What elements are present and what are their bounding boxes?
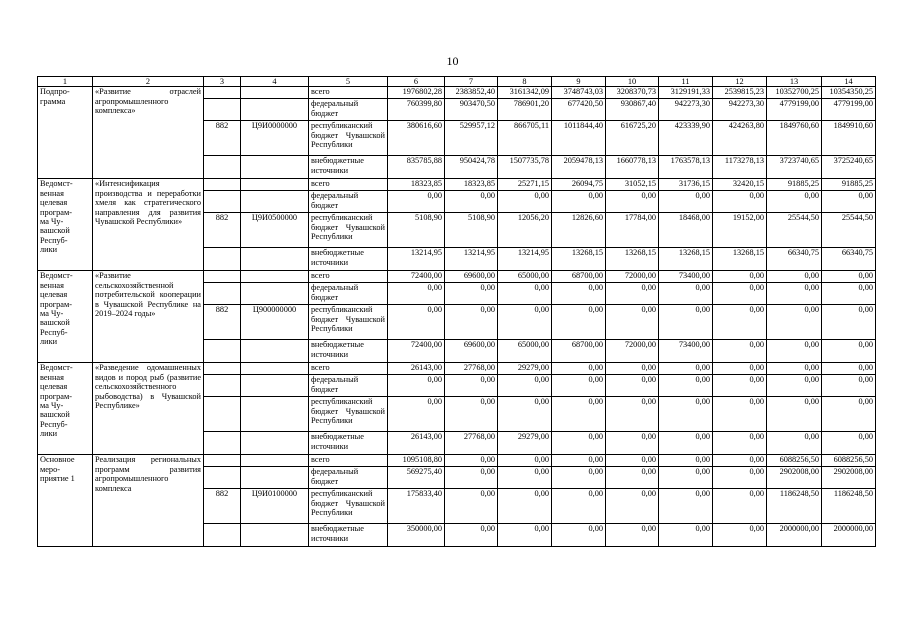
- code-cell: [204, 179, 241, 191]
- column-number-4: 4: [241, 77, 309, 87]
- code-cell: [204, 156, 241, 179]
- amount-cell: 0,00: [767, 397, 822, 432]
- amount-cell: 5108,90: [388, 213, 445, 248]
- target-code-cell: [241, 340, 309, 363]
- amount-cell: 423339,90: [659, 121, 713, 156]
- amount-cell: 0,00: [713, 432, 767, 455]
- column-number-9: 9: [552, 77, 606, 87]
- target-code-cell: Ц9И0000000: [241, 121, 309, 156]
- amount-cell: 0,00: [552, 489, 606, 524]
- funding-source-cell: республиканский бюджет Чувашской Республики: [309, 489, 388, 524]
- amount-cell: 0,00: [767, 271, 822, 283]
- amount-cell: 0,00: [606, 467, 659, 489]
- column-number-7: 7: [445, 77, 498, 87]
- target-code-cell: [241, 432, 309, 455]
- amount-cell: 0,00: [822, 340, 876, 363]
- funding-source-cell: республиканский бюджет Чувашской Республики: [309, 397, 388, 432]
- amount-cell: 4779199,00: [822, 99, 876, 121]
- amount-cell: 3129191,33: [659, 87, 713, 99]
- amount-cell: 0,00: [713, 397, 767, 432]
- amount-cell: 0,00: [713, 305, 767, 340]
- amount-cell: 72400,00: [388, 340, 445, 363]
- amount-cell: 73400,00: [659, 271, 713, 283]
- amount-cell: 1763578,13: [659, 156, 713, 179]
- code-cell: [204, 248, 241, 271]
- amount-cell: 0,00: [498, 467, 552, 489]
- amount-cell: 29279,00: [498, 363, 552, 375]
- amount-cell: 5108,90: [445, 213, 498, 248]
- program-type-cell: Ведомст- венная целевая програм- ма Чу- вашской Респуб- лики: [38, 271, 93, 363]
- amount-cell: 0,00: [822, 191, 876, 213]
- amount-cell: 0,00: [767, 375, 822, 397]
- target-code-cell: [241, 87, 309, 99]
- amount-cell: 2000000,00: [767, 524, 822, 547]
- amount-cell: 380616,60: [388, 121, 445, 156]
- amount-cell: 2000000,00: [822, 524, 876, 547]
- amount-cell: 1186248,50: [767, 489, 822, 524]
- amount-cell: 0,00: [767, 191, 822, 213]
- amount-cell: 13268,15: [713, 248, 767, 271]
- amount-cell: 10352700,25: [767, 87, 822, 99]
- amount-cell: 529957,12: [445, 121, 498, 156]
- amount-cell: 0,00: [713, 489, 767, 524]
- amount-cell: 930867,40: [606, 99, 659, 121]
- program-type-cell: Ведомст- венная целевая програм- ма Чу- вашской Респуб- лики: [38, 179, 93, 271]
- code-cell: [204, 375, 241, 397]
- amount-cell: 1095108,80: [388, 455, 445, 467]
- amount-cell: 3725240,65: [822, 156, 876, 179]
- amount-cell: 66340,75: [767, 248, 822, 271]
- column-number-13: 13: [767, 77, 822, 87]
- amount-cell: 0,00: [445, 467, 498, 489]
- target-code-cell: Ц9И0100000: [241, 489, 309, 524]
- table-row: [38, 271, 876, 283]
- target-code-cell: Ц900000000: [241, 305, 309, 340]
- column-number-3: 3: [204, 77, 241, 87]
- amount-cell: 26094,75: [552, 179, 606, 191]
- amount-cell: 0,00: [822, 363, 876, 375]
- funding-source-cell: внебюджетные источники: [309, 248, 388, 271]
- amount-cell: 0,00: [606, 283, 659, 305]
- amount-cell: 0,00: [822, 271, 876, 283]
- code-cell: 882: [204, 121, 241, 156]
- amount-cell: 0,00: [388, 397, 445, 432]
- amount-cell: 27768,00: [445, 432, 498, 455]
- amount-cell: 26143,00: [388, 363, 445, 375]
- page-number: 10: [446, 54, 459, 68]
- amount-cell: 91885,25: [822, 179, 876, 191]
- amount-cell: 0,00: [498, 283, 552, 305]
- code-cell: [204, 467, 241, 489]
- amount-cell: 13268,15: [659, 248, 713, 271]
- amount-cell: 0,00: [498, 375, 552, 397]
- column-number-12: 12: [713, 77, 767, 87]
- amount-cell: 13214,95: [445, 248, 498, 271]
- amount-cell: 6088256,50: [767, 455, 822, 467]
- amount-cell: 0,00: [713, 375, 767, 397]
- amount-cell: 72000,00: [606, 340, 659, 363]
- amount-cell: 0,00: [713, 271, 767, 283]
- funding-source-cell: всего: [309, 455, 388, 467]
- code-cell: [204, 87, 241, 99]
- code-cell: 882: [204, 489, 241, 524]
- amount-cell: 1011844,40: [552, 121, 606, 156]
- target-code-cell: [241, 99, 309, 121]
- amount-cell: 0,00: [822, 397, 876, 432]
- column-number-2: 2: [93, 77, 204, 87]
- amount-cell: 903470,50: [445, 99, 498, 121]
- header-row: [38, 77, 876, 87]
- amount-cell: 0,00: [552, 305, 606, 340]
- amount-cell: 1173278,13: [713, 156, 767, 179]
- amount-cell: 10354350,25: [822, 87, 876, 99]
- amount-cell: 0,00: [822, 375, 876, 397]
- funding-source-cell: всего: [309, 87, 388, 99]
- amount-cell: 65000,00: [498, 271, 552, 283]
- amount-cell: 942273,30: [659, 99, 713, 121]
- amount-cell: 0,00: [445, 455, 498, 467]
- program-title-cell: «Развитие отраслей агропромышленного комплекса»: [93, 87, 204, 179]
- amount-cell: 0,00: [659, 397, 713, 432]
- amount-cell: 0,00: [659, 489, 713, 524]
- target-code-cell: [241, 363, 309, 375]
- amount-cell: 0,00: [659, 375, 713, 397]
- amount-cell: 760399,80: [388, 99, 445, 121]
- amount-cell: 13214,95: [388, 248, 445, 271]
- code-cell: [204, 363, 241, 375]
- amount-cell: 1849760,60: [767, 121, 822, 156]
- amount-cell: 1660778,13: [606, 156, 659, 179]
- amount-cell: 72000,00: [606, 271, 659, 283]
- amount-cell: 2902008,00: [767, 467, 822, 489]
- program-title-cell: «Разведение одомашненных видов и пород рыб (развитие сельскохозяйственного рыбоводства) в Чувашской Республике»: [93, 363, 204, 455]
- target-code-cell: [241, 191, 309, 213]
- amount-cell: 31052,15: [606, 179, 659, 191]
- amount-cell: 424263,80: [713, 121, 767, 156]
- target-code-cell: [241, 248, 309, 271]
- table-row: [38, 179, 876, 191]
- program-title-cell: «Интенсификация производства и переработки хмеля как стратегического направления для развития Чувашской Республики»: [93, 179, 204, 271]
- amount-cell: 0,00: [552, 363, 606, 375]
- amount-cell: 1849910,60: [822, 121, 876, 156]
- amount-cell: 3748743,03: [552, 87, 606, 99]
- amount-cell: 72400,00: [388, 271, 445, 283]
- amount-cell: 3723740,65: [767, 156, 822, 179]
- amount-cell: 0,00: [713, 363, 767, 375]
- amount-cell: 0,00: [388, 305, 445, 340]
- amount-cell: 835785,88: [388, 156, 445, 179]
- amount-cell: 0,00: [822, 283, 876, 305]
- amount-cell: 0,00: [659, 191, 713, 213]
- amount-cell: 29279,00: [498, 432, 552, 455]
- amount-cell: 25544,50: [822, 213, 876, 248]
- amount-cell: 0,00: [606, 455, 659, 467]
- amount-cell: 13268,15: [606, 248, 659, 271]
- amount-cell: 950424,78: [445, 156, 498, 179]
- program-type-cell: Ведомст- венная целевая програм- ма Чу- вашской Респуб- лики: [38, 363, 93, 455]
- code-cell: 882: [204, 305, 241, 340]
- amount-cell: 350000,00: [388, 524, 445, 547]
- amount-cell: 0,00: [659, 524, 713, 547]
- amount-cell: 2902008,00: [822, 467, 876, 489]
- amount-cell: 1186248,50: [822, 489, 876, 524]
- amount-cell: 942273,30: [713, 99, 767, 121]
- amount-cell: 866705,11: [498, 121, 552, 156]
- target-code-cell: [241, 397, 309, 432]
- target-code-cell: [241, 156, 309, 179]
- amount-cell: 0,00: [659, 363, 713, 375]
- amount-cell: 677420,50: [552, 99, 606, 121]
- amount-cell: 0,00: [822, 305, 876, 340]
- program-type-cell: Подпро- грамма: [38, 87, 93, 179]
- amount-cell: 0,00: [606, 363, 659, 375]
- amount-cell: 0,00: [552, 397, 606, 432]
- code-cell: [204, 340, 241, 363]
- amount-cell: 25271,15: [498, 179, 552, 191]
- amount-cell: 616725,20: [606, 121, 659, 156]
- target-code-cell: [241, 455, 309, 467]
- amount-cell: 31736,15: [659, 179, 713, 191]
- amount-cell: 18468,00: [659, 213, 713, 248]
- code-cell: [204, 271, 241, 283]
- amount-cell: 0,00: [445, 397, 498, 432]
- amount-cell: 32420,15: [713, 179, 767, 191]
- amount-cell: 0,00: [552, 524, 606, 547]
- amount-cell: 0,00: [606, 191, 659, 213]
- amount-cell: 0,00: [606, 489, 659, 524]
- funding-source-cell: федеральный бюджет: [309, 467, 388, 489]
- amount-cell: 2059478,13: [552, 156, 606, 179]
- amount-cell: 6088256,50: [822, 455, 876, 467]
- amount-cell: 12826,60: [552, 213, 606, 248]
- code-cell: [204, 191, 241, 213]
- amount-cell: 68700,00: [552, 340, 606, 363]
- amount-cell: 12056,20: [498, 213, 552, 248]
- funding-source-cell: всего: [309, 179, 388, 191]
- target-code-cell: [241, 179, 309, 191]
- amount-cell: 1976802,28: [388, 87, 445, 99]
- code-cell: [204, 455, 241, 467]
- amount-cell: 0,00: [388, 191, 445, 213]
- amount-cell: 13214,95: [498, 248, 552, 271]
- column-number-5: 5: [309, 77, 388, 87]
- amount-cell: 0,00: [767, 283, 822, 305]
- amount-cell: 91885,25: [767, 179, 822, 191]
- funding-source-cell: внебюджетные источники: [309, 432, 388, 455]
- amount-cell: 0,00: [498, 305, 552, 340]
- program-type-cell: Основное меро- приятие 1: [38, 455, 93, 547]
- amount-cell: 0,00: [659, 283, 713, 305]
- amount-cell: 0,00: [498, 397, 552, 432]
- funding-source-cell: федеральный бюджет: [309, 375, 388, 397]
- funding-source-cell: внебюджетные источники: [309, 340, 388, 363]
- amount-cell: 0,00: [552, 432, 606, 455]
- amount-cell: 0,00: [713, 467, 767, 489]
- code-cell: [204, 432, 241, 455]
- amount-cell: 0,00: [606, 432, 659, 455]
- amount-cell: 27768,00: [445, 363, 498, 375]
- amount-cell: 0,00: [659, 305, 713, 340]
- amount-cell: 66340,75: [822, 248, 876, 271]
- funding-source-cell: внебюджетные источники: [309, 524, 388, 547]
- funding-source-cell: федеральный бюджет: [309, 283, 388, 305]
- funding-source-cell: федеральный бюджет: [309, 191, 388, 213]
- amount-cell: 13268,15: [552, 248, 606, 271]
- column-number-10: 10: [606, 77, 659, 87]
- amount-cell: 0,00: [767, 432, 822, 455]
- amount-cell: 569275,40: [388, 467, 445, 489]
- funding-source-cell: всего: [309, 271, 388, 283]
- target-code-cell: Ц9И0500000: [241, 213, 309, 248]
- amount-cell: 68700,00: [552, 271, 606, 283]
- budget-table: [37, 76, 876, 547]
- amount-cell: 0,00: [767, 340, 822, 363]
- amount-cell: 0,00: [498, 524, 552, 547]
- amount-cell: 0,00: [552, 467, 606, 489]
- table-row: [38, 363, 876, 375]
- code-cell: [204, 283, 241, 305]
- target-code-cell: [241, 524, 309, 547]
- amount-cell: 0,00: [445, 283, 498, 305]
- amount-cell: 19152,00: [713, 213, 767, 248]
- target-code-cell: [241, 467, 309, 489]
- amount-cell: 0,00: [659, 467, 713, 489]
- amount-cell: 0,00: [713, 455, 767, 467]
- amount-cell: 0,00: [606, 305, 659, 340]
- amount-cell: 4779199,00: [767, 99, 822, 121]
- funding-source-cell: республиканский бюджет Чувашской Республики: [309, 121, 388, 156]
- column-number-6: 6: [388, 77, 445, 87]
- code-cell: [204, 397, 241, 432]
- amount-cell: 0,00: [388, 375, 445, 397]
- amount-cell: 0,00: [445, 191, 498, 213]
- funding-source-cell: внебюджетные источники: [309, 156, 388, 179]
- amount-cell: 786901,20: [498, 99, 552, 121]
- column-number-8: 8: [498, 77, 552, 87]
- amount-cell: 18323,85: [388, 179, 445, 191]
- amount-cell: 0,00: [767, 363, 822, 375]
- amount-cell: 0,00: [659, 432, 713, 455]
- amount-cell: 69600,00: [445, 271, 498, 283]
- column-number-1: 1: [38, 77, 93, 87]
- amount-cell: 0,00: [388, 283, 445, 305]
- amount-cell: 1507735,78: [498, 156, 552, 179]
- funding-source-cell: всего: [309, 363, 388, 375]
- amount-cell: 0,00: [498, 455, 552, 467]
- code-cell: [204, 524, 241, 547]
- target-code-cell: [241, 271, 309, 283]
- column-number-14: 14: [822, 77, 876, 87]
- funding-source-cell: республиканский бюджет Чувашской Республики: [309, 305, 388, 340]
- amount-cell: 0,00: [822, 432, 876, 455]
- amount-cell: 3208370,73: [606, 87, 659, 99]
- funding-source-cell: республиканский бюджет Чувашской Республики: [309, 213, 388, 248]
- amount-cell: 18323,85: [445, 179, 498, 191]
- column-number-11: 11: [659, 77, 713, 87]
- target-code-cell: [241, 283, 309, 305]
- amount-cell: 0,00: [445, 305, 498, 340]
- amount-cell: 0,00: [552, 375, 606, 397]
- program-title-cell: «Развитие сельскохозяйственной потребительской кооперации в Чувашской Республике на 2019–2024 годы»: [93, 271, 204, 363]
- amount-cell: 0,00: [713, 283, 767, 305]
- code-cell: [204, 99, 241, 121]
- target-code-cell: [241, 375, 309, 397]
- amount-cell: 65000,00: [498, 340, 552, 363]
- amount-cell: 0,00: [445, 375, 498, 397]
- amount-cell: 0,00: [498, 191, 552, 213]
- amount-cell: 0,00: [606, 524, 659, 547]
- amount-cell: 0,00: [767, 305, 822, 340]
- amount-cell: 0,00: [606, 397, 659, 432]
- amount-cell: 175833,40: [388, 489, 445, 524]
- amount-cell: 0,00: [498, 489, 552, 524]
- amount-cell: 69600,00: [445, 340, 498, 363]
- amount-cell: 0,00: [552, 191, 606, 213]
- amount-cell: 0,00: [445, 524, 498, 547]
- amount-cell: 0,00: [659, 455, 713, 467]
- amount-cell: 73400,00: [659, 340, 713, 363]
- amount-cell: 0,00: [445, 489, 498, 524]
- table-row: [38, 87, 876, 99]
- amount-cell: 26143,00: [388, 432, 445, 455]
- code-cell: 882: [204, 213, 241, 248]
- program-title-cell: Реализация региональных программ развития агропромышленного комплекса: [93, 455, 204, 547]
- funding-source-cell: федеральный бюджет: [309, 99, 388, 121]
- amount-cell: 25544,50: [767, 213, 822, 248]
- amount-cell: 0,00: [552, 283, 606, 305]
- amount-cell: 0,00: [606, 375, 659, 397]
- amount-cell: 0,00: [713, 191, 767, 213]
- amount-cell: 2539815,23: [713, 87, 767, 99]
- amount-cell: 3161342,09: [498, 87, 552, 99]
- amount-cell: 0,00: [552, 455, 606, 467]
- amount-cell: 17784,00: [606, 213, 659, 248]
- amount-cell: 0,00: [713, 340, 767, 363]
- table-row: [38, 455, 876, 467]
- amount-cell: 0,00: [713, 524, 767, 547]
- amount-cell: 2383852,40: [445, 87, 498, 99]
